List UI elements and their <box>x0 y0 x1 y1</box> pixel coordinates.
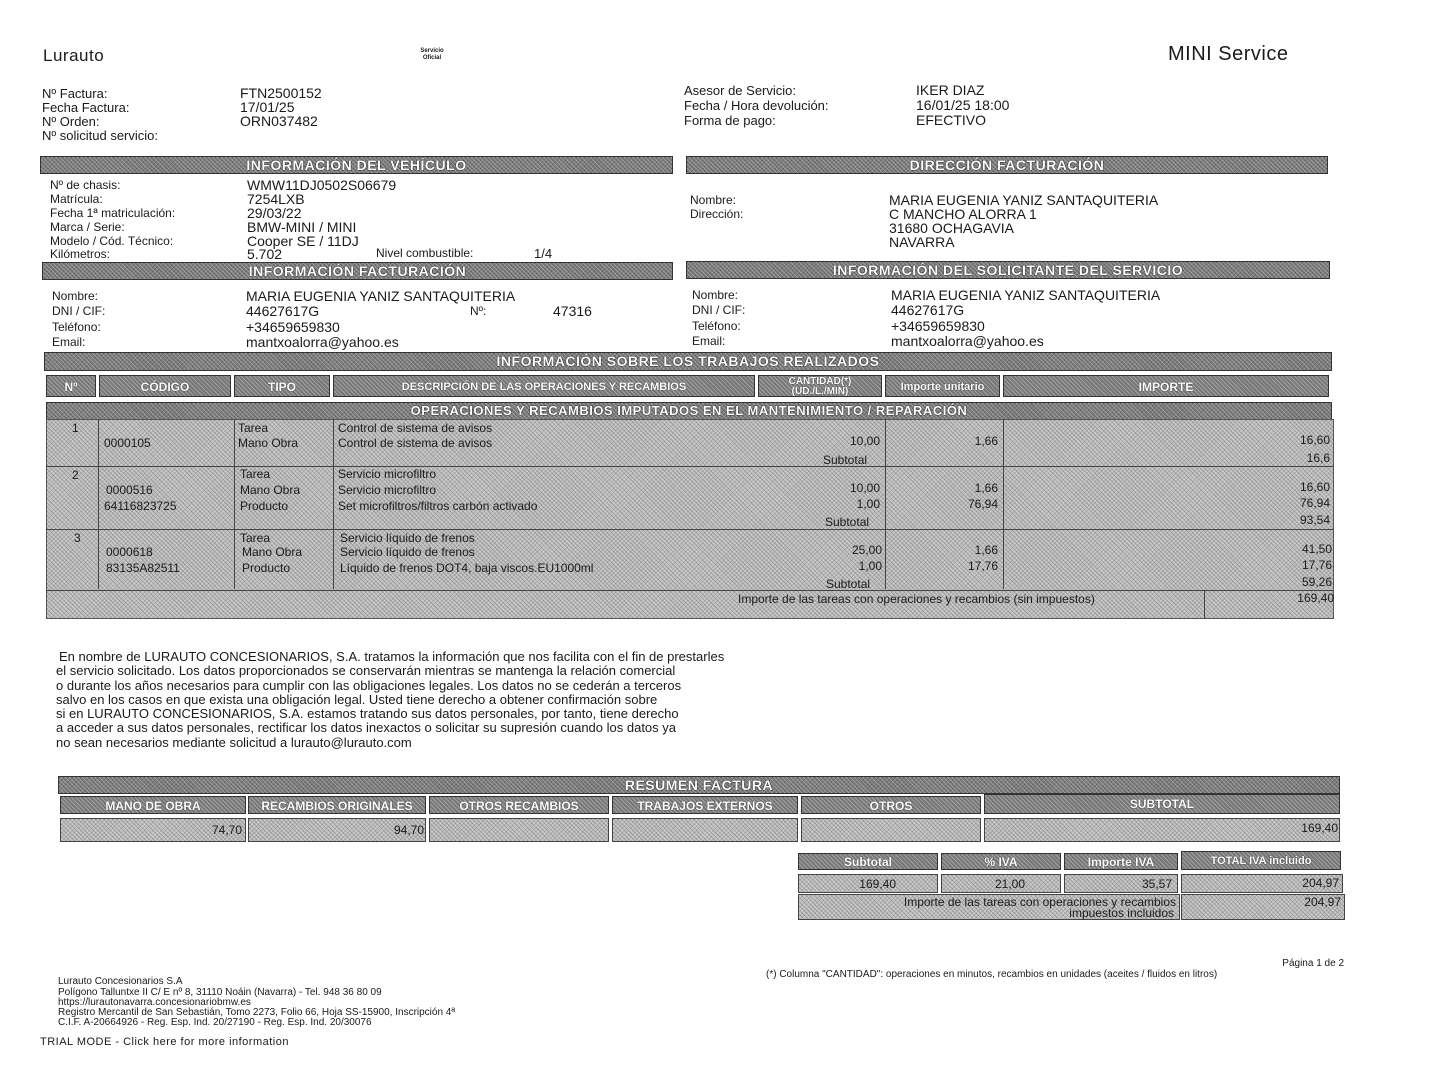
invoice-date-label: Fecha Factura: <box>42 100 130 115</box>
trial-mode-link[interactable]: TRIAL MODE - Click here for more information <box>40 1036 289 1048</box>
model-code-label: Modelo / Cód. Técnico: <box>50 234 174 248</box>
rq-dni-value: 44627617G <box>891 302 965 318</box>
col-code: CÓDIGO <box>99 375 231 397</box>
line-type: Mano Obra <box>240 483 301 497</box>
summary-original-parts-value: 94,70 <box>393 823 424 837</box>
invoice-date-value: 17/01/25 <box>240 99 295 115</box>
bi-email-label: Email: <box>52 335 86 349</box>
fuel-level-value: 1/4 <box>534 246 553 261</box>
model-code-value: Cooper SE / 11DJ <box>247 233 359 249</box>
line-description: Líquido de frenos DOT4, baja viscos.EU1000ml <box>340 561 594 575</box>
col-number: Nº <box>46 375 96 397</box>
billing-address-line-2: 31680 OCHAGAVIA <box>889 220 1015 236</box>
billing-info-header: INFORMACIÓN FACTURACIÓN <box>42 262 673 280</box>
tax-subtotal-value: 169,40 <box>859 877 896 891</box>
privacy-line: si en LURAUTO CONCESIONARIOS, S.A. estamos tratando sus datos personales, por tanto, tiene derecho <box>56 706 679 722</box>
privacy-line: a acceder a sus datos personales, rectificar los datos inexactos o solicitar su supresión cuando los datos ya <box>56 720 677 736</box>
bi-dni-label: DNI / CIF: <box>52 304 106 318</box>
advisor-label: Asesor de Servicio: <box>684 83 796 98</box>
subtotal-value: 93,54 <box>1299 513 1330 527</box>
footer-line: Lurauto Concesionarios S.A <box>58 976 183 987</box>
quantity-note: (*) Columna "CANTIDAD": operaciones en minutos, recambios en unidades (aceites / fluidos en litros) <box>766 969 1218 980</box>
summary-external-work-cell <box>612 818 798 842</box>
line-code: 83135A82511 <box>106 561 180 575</box>
subtotal-value: 59,26 <box>1301 575 1332 589</box>
service-request-label: Nº solicitud servicio: <box>42 128 159 143</box>
line-quantity: 10,00 <box>849 481 880 495</box>
works-col-sep <box>98 419 99 589</box>
works-col-sep <box>1003 419 1004 589</box>
summary-col-other-parts: OTROS RECAMBIOS <box>429 796 609 814</box>
kilometers-value: 5.702 <box>247 246 283 262</box>
line-amount: 16,60 <box>1299 433 1330 447</box>
tax-col-vat-amount: Importe IVA <box>1064 853 1178 870</box>
order-number-value: ORN037482 <box>240 113 318 129</box>
line-code: 0000618 <box>106 545 153 559</box>
registration-date-label: Fecha 1ª matriculación: <box>50 206 176 220</box>
rq-phone-value: +34659659830 <box>891 318 985 334</box>
line-type: Producto <box>240 499 289 513</box>
line-description: Servicio microfiltro <box>338 483 437 497</box>
rq-dni-label: DNI / CIF: <box>692 303 746 317</box>
task-type: Tarea <box>238 421 269 435</box>
tax-grand-total-label-2: impuestos incluidos <box>1069 906 1174 920</box>
task-type: Tarea <box>240 531 271 545</box>
billing-address-label: Dirección: <box>690 207 744 221</box>
bi-name-value: MARIA EUGENIA YANIZ SANTAQUITERIA <box>246 288 516 304</box>
privacy-line: o durante los años necesarios para cumplir con las obligaciones legales. Los datos no se cederán a terceros <box>56 677 682 693</box>
footer-line: Polígono Talluntxe II C/ E nº 8, 31110 Noáin (Navarra) - Tel. 948 36 80 09 <box>58 987 382 998</box>
plate-value: 7254LXB <box>247 191 305 207</box>
col-quantity: CANTIDAD(*) (UD./L./MIN) <box>758 375 882 397</box>
group-number: 3 <box>74 531 81 545</box>
bi-number-label: Nº: <box>470 304 487 318</box>
summary-col-external-work: TRABAJOS EXTERNOS <box>612 796 798 814</box>
group-number: 1 <box>72 421 79 435</box>
col-type: TIPO <box>234 375 330 397</box>
brand-series-label: Marca / Serie: <box>50 220 125 234</box>
company-name: Lurauto <box>43 46 105 65</box>
summary-col-other: OTROS <box>801 796 981 814</box>
tax-vat-amount-value: 35,57 <box>1141 877 1172 891</box>
line-quantity: 1,00 <box>858 559 882 573</box>
tax-total-value: 204,97 <box>1302 876 1339 890</box>
vehicle-info-header: INFORMACIÓN DEL VEHÍCULO <box>40 156 673 174</box>
privacy-line: salvo en los casos en que exista una obligación legal. Usted tiene derecho a obtener confirmación sobre <box>56 691 658 707</box>
rq-phone-label: Teléfono: <box>692 319 741 333</box>
summary-labor-value: 74,70 <box>211 823 242 837</box>
line-amount: 16,60 <box>1299 480 1330 494</box>
subtotal-label: Subtotal <box>826 577 871 591</box>
rq-email-value: mantxoalorra@yahoo.es <box>891 333 1044 349</box>
col-amount: IMPORTE <box>1003 375 1329 397</box>
line-code: 0000105 <box>104 436 151 450</box>
tax-col-total: TOTAL IVA incluido <box>1181 851 1341 870</box>
tax-grand-total-value: 204,97 <box>1304 895 1341 909</box>
works-col-sep <box>885 419 886 589</box>
footer-line: https://lurautonavarra.concesionariobmw.es <box>58 997 251 1008</box>
service-stamp-logo <box>412 48 452 62</box>
summary-header: RESUMEN FACTURA <box>58 776 1340 794</box>
line-description: Set microfiltros/filtros carbón activado <box>338 499 538 513</box>
col-description: DESCRIPCIÓN DE LAS OPERACIONES Y RECAMBIOS <box>333 375 755 397</box>
works-group-sep <box>46 590 1334 591</box>
footer-line: C.I.F. A-20664926 - Reg. Esp. Ind. 20/27190 - Reg. Esp. Ind. 20/30076 <box>58 1017 372 1028</box>
works-header: INFORMACIÓN SOBRE LOS TRABAJOS REALIZADOS <box>44 352 1332 371</box>
tax-grand-total-label-1: Importe de las tareas con operaciones y recambios <box>903 895 1176 909</box>
subtotal-value: 16,6 <box>1306 451 1330 465</box>
summary-col-original-parts: RECAMBIOS ORIGINALES <box>248 796 426 814</box>
works-group-sep <box>46 529 1334 530</box>
col-unit-price: Importe unitario <box>885 375 1000 397</box>
line-unit-price: 76,94 <box>967 497 998 511</box>
summary-subtotal-value: 169,40 <box>1301 821 1338 835</box>
stamp-line-1: Servicio <box>420 48 444 54</box>
billing-address-header: DIRECCIÓN FACTURACIÓN <box>686 156 1328 174</box>
billing-name-value: MARIA EUGENIA YANIZ SANTAQUITERIA <box>889 192 1159 208</box>
return-date-value: 16/01/25 18:00 <box>916 97 1010 113</box>
invoice-number-value: FTN2500152 <box>240 85 322 101</box>
rq-name-value: MARIA EUGENIA YANIZ SANTAQUITERIA <box>891 287 1161 303</box>
summary-other-cell <box>801 818 981 842</box>
bi-number-value: 47316 <box>553 303 592 319</box>
rq-name-label: Nombre: <box>692 288 739 302</box>
brand-name: MINI Service <box>1168 43 1289 65</box>
line-unit-price: 1,66 <box>974 434 998 448</box>
line-code: 64116823725 <box>104 499 177 513</box>
line-description: Control de sistema de avisos <box>338 436 493 450</box>
task-description: Servicio microfiltro <box>338 467 437 481</box>
rq-email-label: Email: <box>692 334 726 348</box>
line-type: Mano Obra <box>242 545 303 559</box>
summary-col-subtotal: SUBTOTAL <box>984 794 1340 814</box>
line-quantity: 25,00 <box>851 543 882 557</box>
works-col-sep <box>333 419 334 589</box>
line-unit-price: 1,66 <box>974 481 998 495</box>
line-quantity: 1,00 <box>856 497 880 511</box>
bi-phone-value: +34659659830 <box>246 319 340 335</box>
billing-address-line-1: C MANCHO ALORRA 1 <box>889 206 1037 222</box>
payment-method-value: EFECTIVO <box>916 112 987 128</box>
invoice-number-label: Nº Factura: <box>42 86 108 101</box>
bi-dni-value: 44627617G <box>246 303 320 319</box>
line-type: Mano Obra <box>238 436 299 450</box>
task-type: Tarea <box>240 467 271 481</box>
subtotal-label: Subtotal <box>823 453 868 467</box>
order-number-label: Nº Orden: <box>42 114 100 129</box>
summary-col-labor: MANO DE OBRA <box>60 796 246 814</box>
works-col-sep <box>234 419 235 589</box>
group-number: 2 <box>72 468 79 482</box>
tax-col-subtotal: Subtotal <box>798 853 938 870</box>
footer-line: Registro Mercantil de San Sebastián, Tomo 2273, Folio 66, Hoja SS-15900, Inscripción 4ª <box>58 1007 456 1018</box>
fuel-level-label: Nivel combustible: <box>376 246 474 260</box>
task-description: Servicio líquido de frenos <box>340 531 475 545</box>
bi-email-value: mantxoalorra@yahoo.es <box>246 334 399 350</box>
privacy-line: no sean necesarios mediante solicitud a lurauto@lurauto.com <box>56 734 412 750</box>
line-amount: 17,76 <box>1301 558 1332 572</box>
billing-address-line-3: NAVARRA <box>889 234 955 250</box>
payment-method-label: Forma de pago: <box>684 113 776 128</box>
tax-col-vat-percent: % IVA <box>941 853 1061 870</box>
line-code: 0000516 <box>106 483 153 497</box>
stamp-line-2: Oficial <box>422 55 442 61</box>
task-description: Control de sistema de avisos <box>338 421 493 435</box>
line-amount: 41,50 <box>1301 542 1332 556</box>
chassis-label: Nº de chasis: <box>50 178 121 192</box>
works-subtitle: OPERACIONES Y RECAMBIOS IMPUTADOS EN EL MANTENIMIENTO / REPARACIÓN <box>46 402 1332 420</box>
line-unit-price: 17,76 <box>967 559 998 573</box>
line-description: Servicio líquido de frenos <box>340 545 475 559</box>
line-quantity: 10,00 <box>849 434 880 448</box>
line-unit-price: 1,66 <box>974 543 998 557</box>
requester-info-header: INFORMACIÓN DEL SOLICITANTE DEL SERVICIO <box>686 261 1330 279</box>
summary-other-parts-cell <box>429 818 609 842</box>
works-total-label: Importe de las tareas con operaciones y recambios (sin impuestos) <box>738 592 1095 606</box>
privacy-line: En nombre de LURAUTO CONCESIONARIOS, S.A. tratamos la información que nos facilita con el fin de prestarles <box>59 649 725 664</box>
billing-name-label: Nombre: <box>690 193 737 207</box>
works-total-value: 169,40 <box>1297 591 1334 605</box>
brand-series-value: BMW-MINI / MINI <box>247 219 357 235</box>
plate-label: Matrícula: <box>50 192 103 206</box>
bi-name-label: Nombre: <box>52 289 99 303</box>
kilometers-label: Kilómetros: <box>50 247 111 261</box>
registration-date-value: 29/03/22 <box>247 205 302 221</box>
advisor-value: IKER DIAZ <box>916 82 985 98</box>
bi-phone-label: Teléfono: <box>52 320 101 334</box>
privacy-line: el servicio solicitado. Los datos proporcionados se conservarán mientras se mantenga la relación comercial <box>56 663 676 679</box>
privacy-notice <box>56 650 896 750</box>
page-number: Página 1 de 2 <box>1282 958 1344 969</box>
tax-vat-percent-value: 21,00 <box>994 877 1025 891</box>
line-type: Producto <box>242 561 291 575</box>
subtotal-label: Subtotal <box>825 515 870 529</box>
line-amount: 76,94 <box>1299 496 1330 510</box>
return-date-label: Fecha / Hora devolución: <box>684 98 829 113</box>
chassis-value: WMW11DJ0502S06679 <box>247 177 397 193</box>
